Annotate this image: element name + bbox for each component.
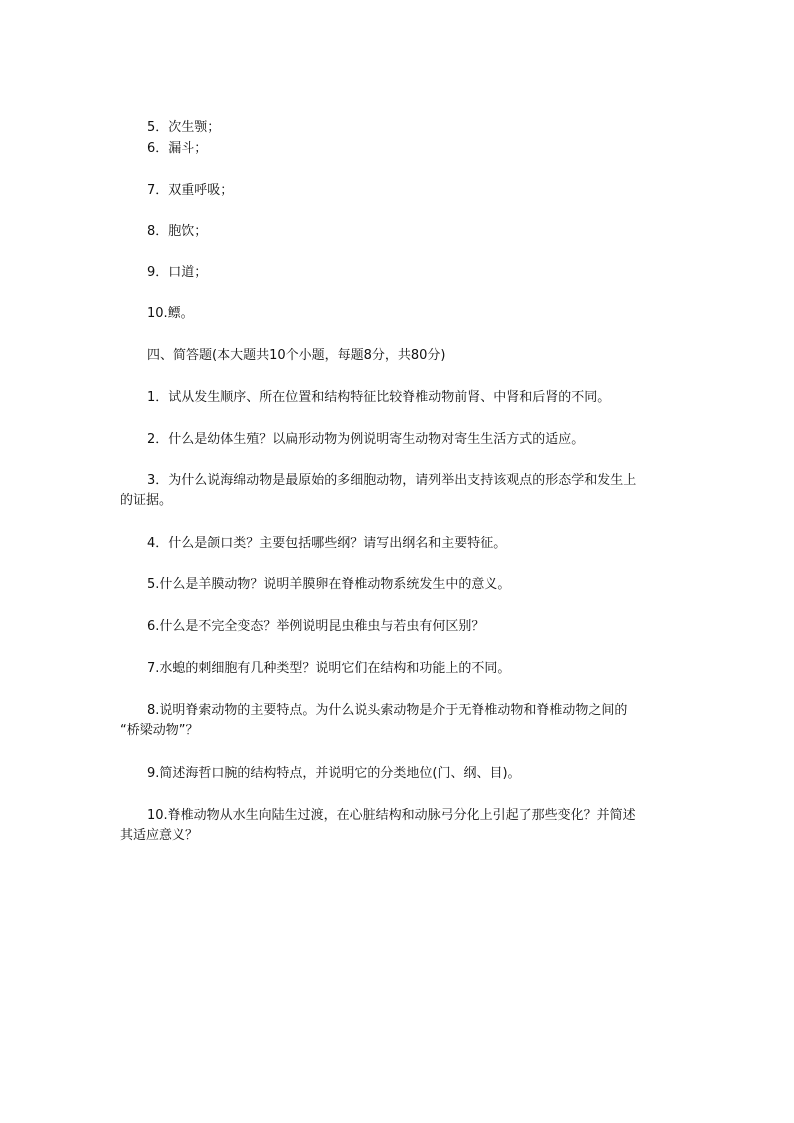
term-item: 8．胞饮； (147, 224, 208, 239)
question-item: 9.简述海哲口腕的结构特点，并说明它的分类地位(门、纲、目)。 (147, 766, 521, 781)
term-item: 7．双重呼吸； (147, 183, 234, 198)
term-item: 9．口道； (147, 265, 208, 280)
question-item (120, 806, 680, 846)
question-item: 4．什么是颌口类？主要包括哪些纲？请写出纲名和主要特征。 (147, 536, 507, 551)
term-item: 10.鳔。 (147, 306, 194, 321)
question-item: 2．什么是幼体生殖？以扁形动物为例说明寄生动物对寄生生活方式的适应。 (147, 432, 585, 447)
question-item (120, 701, 680, 741)
question-text: 8.说明脊索动物的主要特点。为什么说头索动物是介于无脊椎动物和脊椎动物之间的 (147, 703, 628, 718)
question-item (120, 471, 680, 511)
question-item: 7.水螅的刺细胞有几种类型？说明它们在结构和功能上的不同。 (147, 661, 511, 676)
question-item: 1．试从发生顺序、所在位置和结构特征比较脊椎动物前肾、中肾和后肾的不同。 (147, 390, 611, 405)
question-text-continued: 其适应意义？ (120, 828, 199, 843)
term-item: 5．次生颚； (147, 120, 221, 135)
question-text: 10.脊椎动物从水生向陆生过渡，在心脏结构和动脉弓分化上引起了那些变化？并简述 (147, 808, 636, 823)
question-text-continued: 的证据。 (120, 493, 173, 508)
question-text-continued: “桥梁动物”？ (120, 723, 199, 738)
section-heading: 四、简答题(本大题共10个小题，每题8分，共80分) (147, 348, 446, 363)
term-item: 6．漏斗； (147, 141, 208, 156)
question-item: 6.什么是不完全变态？举例说明昆虫稚虫与若虫有何区别？ (147, 619, 485, 634)
question-text: 3．为什么说海绵动物是最原始的多细胞动物，请列举出支持该观点的形态学和发生上 (147, 473, 637, 488)
question-item: 5.什么是羊膜动物？说明羊膜卵在脊椎动物系统发生中的意义。 (147, 577, 511, 592)
